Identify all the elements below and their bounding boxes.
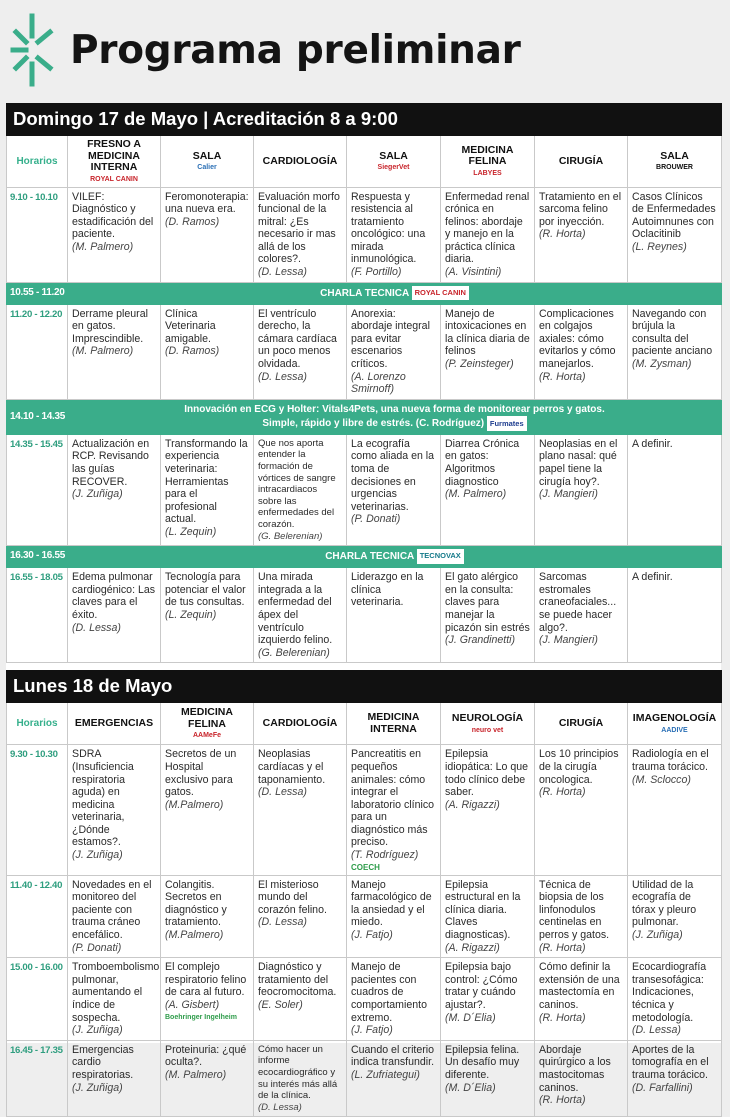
session-title: Actualización en RCP. Revisando las guías RECOVER. bbox=[72, 437, 150, 488]
page-header bbox=[0, 0, 730, 98]
session-cell bbox=[68, 875, 161, 958]
session-cell bbox=[161, 958, 254, 1041]
session-title: Epilepsia idiopática: Lo que todo clínico debe saber. bbox=[445, 748, 529, 799]
break-row bbox=[7, 282, 722, 304]
column-label: MEDICINA FELINA bbox=[181, 706, 233, 730]
session-title: Derrame pleural en gatos. Imprescindible. bbox=[72, 307, 148, 345]
column-header-emergencias: EMERGENCIAS bbox=[68, 703, 161, 745]
speaker: (D. Lessa) bbox=[258, 266, 307, 279]
sponsor-logo: AADIVE bbox=[661, 726, 688, 734]
break-title: Innovación en ECG y Holter: Vitals4Pets, una nueva forma de monitorear perros y gatos. bbox=[184, 403, 605, 415]
column-label: IMAGENOLOGÍA bbox=[632, 712, 717, 725]
session-cell bbox=[254, 958, 347, 1041]
session-cell bbox=[441, 568, 535, 663]
break-label bbox=[68, 282, 722, 304]
session-title: El complejo respiratorio felino de cara al futuro. bbox=[165, 961, 247, 999]
column-header-sala-brouwer bbox=[628, 136, 722, 188]
speaker: (R. Horta) bbox=[539, 228, 586, 241]
session-title: SDRA (Insuficiencia respiratoria aguda) en medicina veterinaria, ¿Dónde estamos?. bbox=[72, 748, 134, 849]
session-cell bbox=[68, 745, 161, 875]
session-title: Tromboembolismo pulmonar, aumentando el índice de sospecha. bbox=[72, 961, 160, 1024]
session-title: Transformando la experiencia veterinaria: Herramientas para el profesional actual. bbox=[165, 437, 248, 526]
session-cell bbox=[254, 304, 347, 399]
speaker: (M.Palmero) bbox=[165, 929, 224, 942]
speaker: (P. Donati) bbox=[72, 941, 122, 954]
sponsor-logo: SiegerVet bbox=[377, 164, 410, 171]
session-title: Feromonoterapia: una nueva era. bbox=[165, 190, 249, 216]
speaker: (P. Donati) bbox=[351, 513, 401, 526]
session-title: Emergencias cardio respiratorias. bbox=[72, 1043, 134, 1081]
speaker: (J. Zuñiga) bbox=[72, 1081, 123, 1094]
column-header-cirugia: CIRUGÍA bbox=[535, 703, 628, 745]
table-row bbox=[7, 304, 722, 399]
speaker: (R. Horta) bbox=[539, 1094, 586, 1107]
column-header-medicina-felina bbox=[441, 136, 535, 188]
speaker: (J. Fatjo) bbox=[351, 929, 393, 942]
sponsor-logo: Boehringer Ingelheim bbox=[165, 1013, 237, 1021]
session-title: Liderazgo en la clínica veterinaria. bbox=[351, 571, 424, 609]
session-title: Diagnóstico y tratamiento del feocromocitoma. bbox=[258, 961, 337, 999]
table-row bbox=[7, 745, 722, 875]
session-cell bbox=[628, 568, 722, 663]
column-label: FRESNO A MEDICINA INTERNA bbox=[87, 138, 141, 173]
session-title: A definir. bbox=[632, 437, 673, 450]
table-row bbox=[7, 1040, 722, 1117]
speaker: (T. Rodríguez) bbox=[351, 849, 419, 862]
session-cell bbox=[628, 434, 722, 545]
session-cell bbox=[347, 434, 441, 545]
session-cell bbox=[441, 958, 535, 1041]
speaker: (D. Lessa) bbox=[632, 1024, 681, 1037]
session-title: VILEF: Diagnóstico y estadificación del paciente. bbox=[72, 190, 154, 241]
session-title: Edema pulmonar cardiogénico: Las claves para el éxito. bbox=[72, 571, 156, 621]
session-title: El gato alérgico en la consulta: claves para manejar la picazón sin estrés bbox=[445, 571, 530, 634]
table-row bbox=[7, 958, 722, 1041]
speaker: (E. Soler) bbox=[258, 999, 303, 1011]
session-title: El misterioso mundo del corazón felino. bbox=[258, 878, 327, 916]
session-cell bbox=[347, 958, 441, 1041]
session-cell bbox=[161, 568, 254, 663]
session-title: Novedades en el monitoreo del paciente con trauma cráneo encefálico. bbox=[72, 878, 152, 942]
speaker: (J. Grandinetti) bbox=[445, 634, 516, 647]
speaker: (J. Mangieri) bbox=[539, 488, 598, 501]
column-header-cardiologia: CARDIOLOGÍA bbox=[254, 136, 347, 188]
break-label bbox=[68, 399, 722, 434]
session-title: Tecnología para potenciar el valor de tus consultas. bbox=[165, 571, 246, 609]
session-cell bbox=[441, 304, 535, 399]
session-title: Que nos aporta entender la formación de vórtices de sangre intracardiacos sobre las enfermedades del corazón. bbox=[258, 437, 336, 530]
session-title: Navegando con brújula la consulta del paciente anciano bbox=[632, 307, 713, 358]
session-title: El ventrículo derecho, la cámara cardíaca un poco menos olvidada. bbox=[258, 307, 337, 371]
schedule-sheet bbox=[6, 103, 721, 1113]
speaker: (A. Rigazzi) bbox=[445, 941, 500, 954]
session-title: A definir. bbox=[632, 571, 673, 584]
speaker: (M. Palmero) bbox=[445, 488, 507, 501]
schedule-table-sunday bbox=[6, 103, 722, 1117]
session-cell bbox=[628, 745, 722, 875]
day-title-sunday: Domingo 17 de Mayo | Acreditación 8 a 9:00 bbox=[7, 104, 722, 136]
session-cell bbox=[161, 875, 254, 958]
column-label: SALA bbox=[379, 149, 408, 162]
speaker: (M.Palmero) bbox=[165, 798, 224, 811]
session-cell bbox=[254, 875, 347, 958]
session-cell bbox=[535, 568, 628, 663]
break-label bbox=[68, 546, 722, 568]
page-title: Programa preliminar bbox=[70, 28, 521, 73]
column-header-imagenologia bbox=[628, 703, 722, 745]
session-cell bbox=[347, 304, 441, 399]
column-label: SALA bbox=[660, 149, 689, 162]
session-cell bbox=[161, 1040, 254, 1117]
speaker: (A. Visintini) bbox=[445, 266, 502, 279]
session-cell bbox=[535, 745, 628, 875]
speaker: (J. Zuñiga) bbox=[72, 488, 123, 501]
day-title-monday: Lunes 18 de Mayo bbox=[7, 671, 722, 703]
session-title: Anorexia: abordaje integral para evitar escenarios críticos. bbox=[351, 307, 430, 371]
speaker: (D. Lessa) bbox=[72, 621, 121, 634]
session-cell bbox=[535, 434, 628, 545]
column-header-cardiologia: CARDIOLOGÍA bbox=[254, 703, 347, 745]
session-title: Diarrea Crónica en gatos: Algoritmos diagnostico bbox=[445, 437, 520, 488]
break-row bbox=[7, 546, 722, 568]
column-header-sala-calier bbox=[161, 136, 254, 188]
session-cell bbox=[441, 434, 535, 545]
session-title: Manejo de intoxicaciones en la clínica diaria de felinos bbox=[445, 307, 530, 358]
session-title: Evaluación morfo funcional de la mitral: ¿Es necesario ir mas allá de los colores?. bbox=[258, 190, 340, 266]
sponsor-logo: ROYAL CANIN bbox=[412, 286, 469, 301]
speaker: (D. Farfallini) bbox=[632, 1081, 693, 1094]
session-cell bbox=[254, 434, 347, 545]
speaker: (J. Zuñiga) bbox=[632, 929, 683, 942]
break-row bbox=[7, 399, 722, 434]
sponsor-logo: AAMeFe bbox=[192, 732, 221, 740]
speaker: (D. Ramos) bbox=[165, 345, 220, 358]
speaker: (G. Belerenian) bbox=[258, 646, 330, 659]
time-slot: 16.30 - 16.55 bbox=[7, 546, 68, 568]
session-title: Colangitis. Secretos en diagnóstico y tratamiento. bbox=[165, 878, 227, 929]
column-header-cirugia: CIRUGÍA bbox=[535, 136, 628, 188]
session-cell bbox=[628, 958, 722, 1041]
column-header-medicina-felina bbox=[161, 703, 254, 745]
session-title: Manejo farmacológico de la ansiedad y el miedo. bbox=[351, 878, 432, 929]
session-title: Casos Clínicos de Enfermedades Autoimnunes con Oclacitinib bbox=[632, 190, 716, 241]
session-cell bbox=[441, 187, 535, 282]
column-label: MEDICINA FELINA bbox=[461, 143, 514, 168]
session-title: Una mirada integrada a la enfermedad del ápex del ventrículo izquierdo felino. bbox=[258, 571, 333, 647]
speaker: (M. D´Elia) bbox=[445, 1081, 496, 1094]
speaker: (L. Zequin) bbox=[165, 525, 217, 538]
speaker: (L. Zufriategui) bbox=[351, 1068, 420, 1081]
column-label: SALA bbox=[192, 149, 222, 162]
break-title: CHARLA TECNICA bbox=[325, 551, 414, 563]
session-cell bbox=[68, 304, 161, 399]
session-cell bbox=[347, 745, 441, 875]
session-title: Epilepsia felina. Un desafío muy diferente. bbox=[445, 1043, 520, 1081]
session-cell bbox=[68, 958, 161, 1041]
time-slot: 14.10 - 14.35 bbox=[7, 399, 68, 434]
speaker: (A. Rigazzi) bbox=[445, 798, 500, 811]
session-title: Abordaje quirúrgico a los mastocitomas caninos. bbox=[539, 1043, 611, 1094]
session-title: Los 10 principios de la cirugía oncologica. bbox=[539, 748, 619, 786]
speaker: (M. Sclocco) bbox=[632, 773, 691, 786]
session-title: Secretos de un Hospital exclusivo para gatos. bbox=[165, 748, 237, 799]
speaker: (A. Lorenzo Smirnoff) bbox=[351, 370, 406, 396]
speaker: (L. Zequin) bbox=[165, 608, 217, 621]
sponsor-logo: LABYES bbox=[473, 169, 502, 177]
session-cell bbox=[628, 1040, 722, 1117]
table-row bbox=[7, 187, 722, 282]
column-header-neurologia bbox=[441, 703, 535, 745]
session-title: La ecografía como aliada en la toma de decisiones en urgencias veterinarias. bbox=[351, 437, 435, 513]
session-title: Cómo hacer un informe ecocardiográfico y su interés más allá de la clínica. bbox=[258, 1043, 338, 1102]
speaker: (M. Zysman) bbox=[632, 358, 692, 371]
session-cell bbox=[68, 434, 161, 545]
session-title: Cómo definir la extensión de una mastectomía en caninos. bbox=[539, 961, 620, 1011]
session-title: Neoplasias cardíacas y el taponamiento. bbox=[258, 748, 326, 786]
session-cell bbox=[347, 875, 441, 958]
sponsor-logo: Calier bbox=[197, 164, 217, 171]
session-title: Epilepsia bajo control: ¿Cómo tratar y cuándo ajustar?. bbox=[445, 961, 518, 1011]
session-cell bbox=[68, 1040, 161, 1117]
session-cell bbox=[254, 745, 347, 875]
column-header-medicina-interna: MEDICINA INTERNA bbox=[347, 703, 441, 745]
session-cell bbox=[535, 304, 628, 399]
session-cell bbox=[347, 568, 441, 663]
speaker: (R. Horta) bbox=[539, 786, 586, 799]
session-cell bbox=[254, 568, 347, 663]
session-title: Radiología en el trauma torácico. bbox=[632, 748, 709, 773]
session-title: Pancreatitis en pequeños animales: cómo integrar el laboratorio clínico para un diagnóstico más preciso. bbox=[351, 748, 435, 849]
session-cell bbox=[535, 875, 628, 958]
speaker: (R. Horta) bbox=[539, 1011, 586, 1024]
speaker: (D. Lessa) bbox=[258, 916, 307, 929]
sponsor-logo: TECNOVAX bbox=[417, 549, 464, 564]
session-cell bbox=[441, 1040, 535, 1117]
speaker: (F. Portillo) bbox=[351, 266, 402, 279]
speaker: (D. Lessa) bbox=[258, 370, 307, 383]
column-label: NEUROLOGÍA bbox=[451, 712, 524, 725]
time-slot: 16.45 - 17.35 bbox=[7, 1040, 68, 1117]
column-header-fresno bbox=[68, 136, 161, 188]
time-slot: 11.20 - 12.20 bbox=[7, 304, 68, 399]
sponsor-logo: COECH bbox=[351, 862, 380, 872]
speaker: (J. Zuñiga) bbox=[72, 849, 123, 862]
speaker: (G. Belerenian) bbox=[258, 530, 323, 542]
table-row bbox=[7, 568, 722, 663]
sponsor-logo: Furmates bbox=[487, 416, 527, 431]
time-slot: 9.30 - 10.30 bbox=[7, 745, 68, 875]
session-title: Proteinuria: ¿qué oculta?. bbox=[165, 1043, 247, 1069]
sponsor-logo: ROYAL CANIN bbox=[90, 175, 138, 183]
session-title: Neoplasias en el plano nasal: qué papel tiene la cirugía hoy?. bbox=[539, 437, 618, 488]
session-cell bbox=[628, 875, 722, 958]
session-title: Complicaciones en colgajos axiales: cómo evitarlos y cómo manejarlos. bbox=[539, 307, 616, 371]
session-title: Respuesta y resistencia al tratamiento oncológico: una mirada inmunológica. bbox=[351, 190, 426, 266]
session-cell bbox=[161, 187, 254, 282]
time-slot: 9.10 - 10.10 bbox=[7, 187, 68, 282]
session-cell bbox=[628, 187, 722, 282]
session-cell bbox=[535, 187, 628, 282]
session-cell bbox=[161, 304, 254, 399]
speaker: (J. Fatjo) bbox=[351, 1024, 393, 1037]
time-slot: 14.35 - 15.45 bbox=[7, 434, 68, 545]
speaker: (D. Lessa) bbox=[258, 786, 307, 799]
time-slot: 11.40 - 12.40 bbox=[7, 875, 68, 958]
speaker: (A. Gisbert) bbox=[165, 999, 220, 1011]
speaker: (M. Palmero) bbox=[72, 240, 134, 253]
session-title: Enfermedad renal crónica en felinos: abordaje y manejo en la práctica clínica diaria. bbox=[445, 190, 530, 266]
session-title: Epilepsia estructural en la clínica diaria. Claves diagnosticas). bbox=[445, 878, 521, 942]
speaker: (M. Palmero) bbox=[165, 1068, 227, 1081]
speaker: (J. Mangieri) bbox=[539, 634, 598, 647]
sponsor-logo: BROUWER bbox=[656, 164, 693, 171]
speaker: (M. D´Elia) bbox=[445, 1011, 496, 1024]
session-cell bbox=[68, 187, 161, 282]
session-cell bbox=[254, 187, 347, 282]
break-subtitle: Simple, rápido y libre de estrés. (C. Rodríguez) bbox=[262, 417, 485, 429]
session-cell bbox=[628, 304, 722, 399]
speaker: (M. Palmero) bbox=[72, 345, 134, 358]
session-cell bbox=[161, 745, 254, 875]
speaker: (L. Reynes) bbox=[632, 240, 687, 253]
time-slot: 10.55 - 11.20 bbox=[7, 282, 68, 304]
speaker: (D. Lessa) bbox=[258, 1101, 302, 1113]
table-row bbox=[7, 434, 722, 545]
column-header-horarios: Horarios bbox=[7, 136, 68, 188]
session-cell bbox=[535, 958, 628, 1041]
time-slot: 16.55 - 18.05 bbox=[7, 568, 68, 663]
session-title: Aportes de la tomografía en el trauma torácico. bbox=[632, 1043, 709, 1081]
session-title: Manejo de pacientes con cuadros de comportamiento extremo. bbox=[351, 961, 427, 1024]
session-title: Utilidad de la ecografía de tórax y pleuro pulmonar. bbox=[632, 878, 697, 929]
column-header-horarios: Horarios bbox=[7, 703, 68, 745]
session-title: Tratamiento en el sarcoma felino por inyección. bbox=[539, 190, 622, 228]
asterisk-logo-icon bbox=[10, 12, 54, 88]
column-header-sala-sieger bbox=[347, 136, 441, 188]
sponsor-logo: neuro vet bbox=[471, 726, 504, 734]
speaker: (R. Horta) bbox=[539, 370, 586, 383]
speaker: (J. Zuñiga) bbox=[72, 1024, 123, 1037]
session-cell bbox=[347, 1040, 441, 1117]
session-cell bbox=[161, 434, 254, 545]
session-title: Cuando el criterio indica transfundir. bbox=[351, 1043, 435, 1069]
time-slot: 15.00 - 16.00 bbox=[7, 958, 68, 1041]
session-cell bbox=[254, 1040, 347, 1117]
session-cell bbox=[535, 1040, 628, 1117]
session-title: Técnica de biopsia de los linfonodulos centinelas en perros y gatos. bbox=[539, 878, 610, 942]
session-cell bbox=[68, 568, 161, 663]
speaker: (P. Zeinsteger) bbox=[445, 358, 514, 371]
session-cell bbox=[347, 187, 441, 282]
session-title: Sarcomas estromales craneofaciales... se puede hacer algo?. bbox=[539, 571, 617, 634]
speaker: (R. Horta) bbox=[539, 941, 586, 954]
session-cell bbox=[441, 745, 535, 875]
table-row bbox=[7, 875, 722, 958]
break-title: CHARLA TECNICA bbox=[320, 287, 409, 299]
session-title: Clínica Veterinaria amigable. bbox=[165, 307, 216, 345]
speaker: (D. Ramos) bbox=[165, 215, 220, 228]
session-title: Ecocardiografía transesofágica: Indicaciones, técnica y metodología. bbox=[632, 961, 707, 1024]
session-cell bbox=[441, 875, 535, 958]
